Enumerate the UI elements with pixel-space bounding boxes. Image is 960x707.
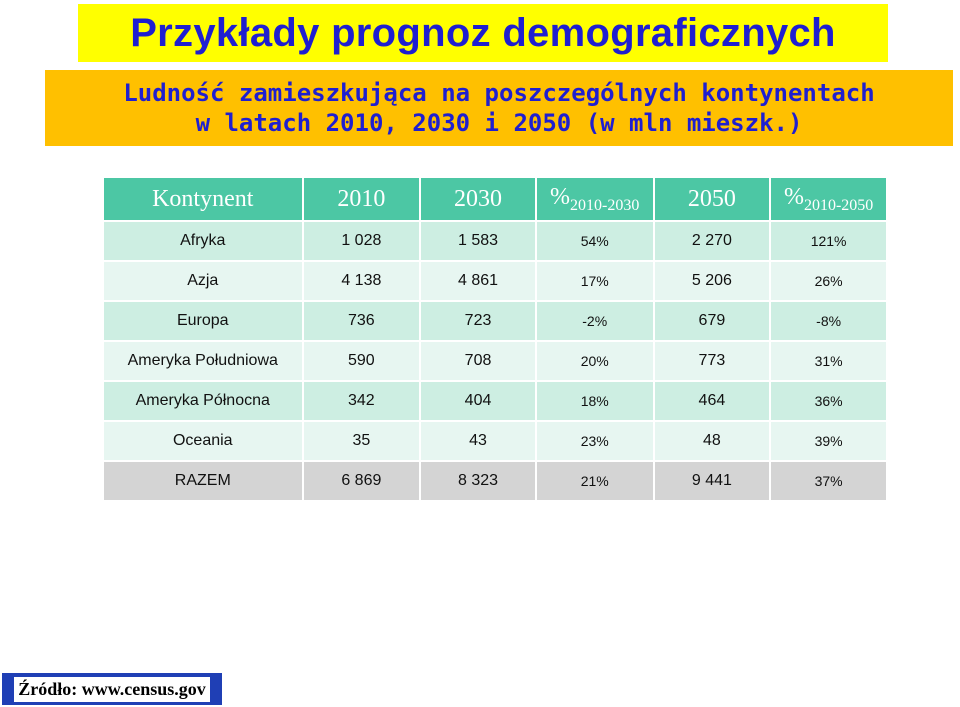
cell-2030: 1 583 xyxy=(420,221,536,261)
cell-continent: Europa xyxy=(103,301,303,341)
cell-2050: 679 xyxy=(654,301,771,341)
subtitle-line-1: Ludność zamieszkująca na poszczególnych kontynentach xyxy=(123,79,875,107)
cell-2050: 2 270 xyxy=(654,221,771,261)
cell-pct-2010-2050: 37% xyxy=(770,461,887,501)
population-table xyxy=(102,176,888,502)
cell-continent: RAZEM xyxy=(103,461,303,501)
title-banner xyxy=(78,4,888,62)
header-pct-range: 2010-2030 xyxy=(570,196,640,214)
cell-pct-2010-2050: -8% xyxy=(770,301,887,341)
cell-pct-2010-2050: 39% xyxy=(770,421,887,461)
cell-continent: Ameryka Południowa xyxy=(103,341,303,381)
table-header-row xyxy=(103,177,887,221)
subtitle-banner xyxy=(45,70,953,146)
cell-pct-2010-2050: 121% xyxy=(770,221,887,261)
cell-2030: 723 xyxy=(420,301,536,341)
cell-2010: 342 xyxy=(303,381,421,421)
cell-pct-2010-2030: 18% xyxy=(536,381,654,421)
cell-continent: Afryka xyxy=(103,221,303,261)
header-continent: Kontynent xyxy=(103,177,303,221)
cell-pct-2010-2030: 23% xyxy=(536,421,654,461)
source-label: Źródło: www.census.gov xyxy=(14,677,210,702)
header-2030: 2030 xyxy=(420,177,536,221)
table-row xyxy=(103,301,887,341)
cell-2010: 6 869 xyxy=(303,461,421,501)
header-2050: 2050 xyxy=(654,177,771,221)
table-row xyxy=(103,421,887,461)
subtitle-line-2: w latach 2010, 2030 i 2050 (w mln mieszk.) xyxy=(195,109,803,137)
cell-2010: 590 xyxy=(303,341,421,381)
cell-2050: 48 xyxy=(654,421,771,461)
cell-2030: 43 xyxy=(420,421,536,461)
table-total-row xyxy=(103,461,887,501)
cell-pct-2010-2030: 17% xyxy=(536,261,654,301)
cell-pct-2010-2050: 36% xyxy=(770,381,887,421)
cell-2030: 4 861 xyxy=(420,261,536,301)
cell-pct-2010-2030: 54% xyxy=(536,221,654,261)
table-row xyxy=(103,381,887,421)
source-box xyxy=(2,673,222,705)
header-pct-symbol: % xyxy=(550,183,571,210)
cell-continent: Azja xyxy=(103,261,303,301)
header-pct-2010-2050 xyxy=(770,177,887,221)
cell-2050: 773 xyxy=(654,341,771,381)
cell-pct-2010-2050: 31% xyxy=(770,341,887,381)
table-row xyxy=(103,261,887,301)
cell-pct-2010-2030: -2% xyxy=(536,301,654,341)
cell-2030: 8 323 xyxy=(420,461,536,501)
cell-2050: 5 206 xyxy=(654,261,771,301)
cell-pct-2010-2030: 20% xyxy=(536,341,654,381)
cell-2010: 4 138 xyxy=(303,261,421,301)
cell-2050: 464 xyxy=(654,381,771,421)
cell-2010: 736 xyxy=(303,301,421,341)
cell-continent: Oceania xyxy=(103,421,303,461)
cell-2010: 35 xyxy=(303,421,421,461)
header-pct-2010-2030 xyxy=(536,177,654,221)
cell-2010: 1 028 xyxy=(303,221,421,261)
cell-pct-2010-2030: 21% xyxy=(536,461,654,501)
header-pct-range: 2010-2050 xyxy=(803,196,874,214)
table-row xyxy=(103,341,887,381)
cell-2050: 9 441 xyxy=(654,461,771,501)
cell-2030: 404 xyxy=(420,381,536,421)
cell-continent: Ameryka Północna xyxy=(103,381,303,421)
table-row xyxy=(103,221,887,261)
page-title: Przykłady prognoz demograficznych xyxy=(130,10,836,55)
cell-2030: 708 xyxy=(420,341,536,381)
header-pct-symbol: % xyxy=(783,183,804,210)
header-2010: 2010 xyxy=(303,177,421,221)
cell-pct-2010-2050: 26% xyxy=(770,261,887,301)
